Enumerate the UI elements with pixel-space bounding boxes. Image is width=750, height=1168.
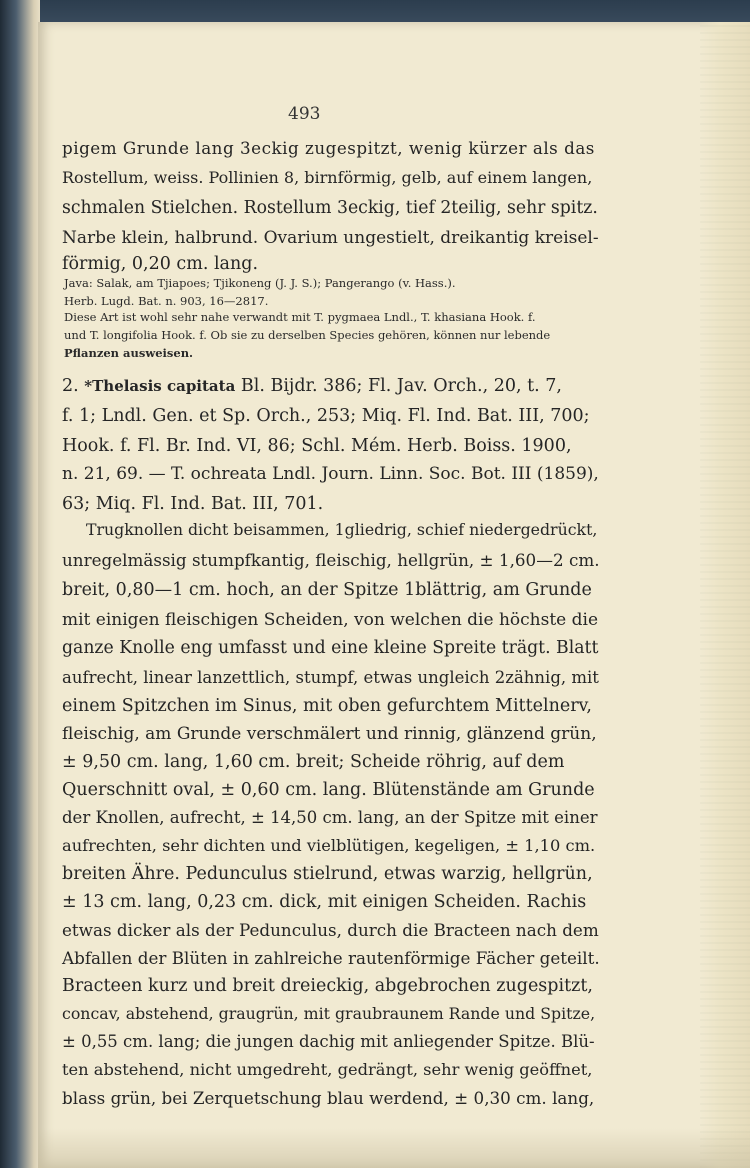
text-line: der Knollen, aufrecht, ± 14,50 cm. lang, an der Spitze mit einer: [62, 808, 598, 827]
text-line: aufrecht, linear lanzettlich, stumpf, etwas ungleich 2zähnig, mit: [62, 668, 599, 687]
text-line: ± 9,50 cm. lang, 1,60 cm. breit; Scheide röhrig, auf dem: [62, 752, 565, 772]
text-line: pigem Grunde lang 3eckig zugespitzt, wenig kürzer als das: [62, 138, 595, 158]
species-heading: [62, 376, 562, 396]
text-line: Bracteen kurz und breit dreieckig, abgebrochen zugespitzt,: [62, 976, 593, 996]
citation-line: f. 1; Lndl. Gen. et Sp. Orch., 253; Miq. Fl. Ind. Bat. III, 700;: [62, 406, 590, 426]
note-line: Pflanzen ausweisen.: [64, 346, 194, 360]
species-citation: Bl. Bijdr. 386; Fl. Jav. Orch., 20, t. 7,: [240, 376, 562, 396]
note-line: Java: Salak, am Tjiapoes; Tjikoneng (J. J. S.); Pangerango (v. Hass.).: [64, 276, 456, 290]
text-line: Querschnitt oval, ± 0,60 cm. lang. Blütenstände am Grunde: [62, 780, 595, 800]
text-line: ten abstehend, nicht umgedreht, gedrängt, sehr wenig geöffnet,: [62, 1060, 593, 1079]
text-line: etwas dicker als der Pedunculus, durch die Bracteen nach dem: [62, 920, 599, 940]
page-number: 493: [288, 104, 321, 124]
text-line: ganze Knolle eng umfasst und eine kleine Spreite trägt. Blatt: [62, 638, 599, 658]
text-line: concav, abstehend, graugrün, mit graubraunem Rande und Spitze,: [62, 1004, 596, 1023]
text-line: breiten Ähre. Pedunculus stielrund, etwas warzig, hellgrün,: [62, 864, 593, 884]
text-line: aufrechten, sehr dichten und vielblütigen, kegeligen, ± 1,10 cm.: [62, 836, 596, 855]
page-bottom-shadow: [38, 1128, 750, 1168]
text-line: ± 0,55 cm. lang; die jungen dachig mit anliegender Spitze. Blü-: [62, 1032, 595, 1051]
text-line: Narbe klein, halbrund. Ovarium ungestielt, dreikantig kreisel-: [62, 228, 599, 248]
citation-line: n. 21, 69. — T. ochreata Lndl. Journ. Linn. Soc. Bot. III (1859),: [62, 464, 599, 484]
text-line: Rostellum, weiss. Pollinien 8, birnförmig, gelb, auf einem langen,: [62, 168, 593, 187]
text-line: Trugknollen dicht beisammen, 1gliedrig, schief niedergedrückt,: [86, 520, 598, 539]
text-line: breit, 0,80—1 cm. hoch, an der Spitze 1blättrig, am Grunde: [62, 580, 592, 600]
text-line: schmalen Stielchen. Rostellum 3eckig, tief 2teilig, sehr spitz.: [62, 198, 598, 218]
book-spine: [0, 0, 40, 1168]
species-name: *Thelasis capitata: [84, 377, 236, 395]
text-line: Abfallen der Blüten in zahlreiche rautenförmige Fächer geteilt.: [62, 948, 600, 968]
note-line: Herb. Lugd. Bat. n. 903, 16—2817.: [64, 294, 269, 308]
text-line: einem Spitzchen im Sinus, mit oben gefurchtem Mittelnerv,: [62, 696, 592, 716]
text-line: mit einigen fleischigen Scheiden, von welchen die höchste die: [62, 610, 599, 630]
text-line: ± 13 cm. lang, 0,23 cm. dick, mit einigen Scheiden. Rachis: [62, 892, 587, 912]
text-line: fleischig, am Grunde verschmälert und rinnig, glänzend grün,: [62, 724, 597, 744]
citation-line: 63; Miq. Fl. Ind. Bat. III, 701.: [62, 494, 324, 514]
species-number: 2.: [62, 376, 79, 396]
note-line: Diese Art ist wohl sehr nahe verwandt mit T. pygmaea Lndl., T. khasiana Hook. f.: [64, 310, 536, 324]
text-line: blass grün, bei Zerquetschung blau werdend, ± 0,30 cm. lang,: [62, 1088, 595, 1108]
citation-line: Hook. f. Fl. Br. Ind. VI, 86; Schl. Mém. Herb. Boiss. 1900,: [62, 436, 572, 456]
note-line: und T. longifolia Hook. f. Ob sie zu derselben Species gehören, können nur lebende: [64, 328, 551, 342]
text-line: unregelmässig stumpfkantig, fleischig, hellgrün, ± 1,60—2 cm.: [62, 550, 600, 570]
page-edge: [700, 22, 750, 1168]
text-line: förmig, 0,20 cm. lang.: [62, 254, 259, 274]
